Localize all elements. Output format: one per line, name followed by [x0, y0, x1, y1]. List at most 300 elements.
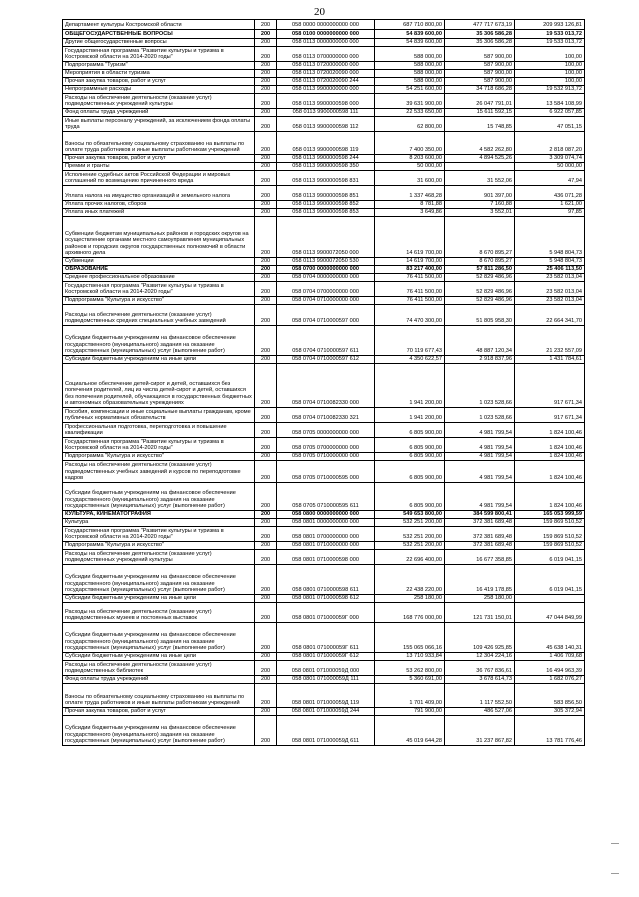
approved-amount: 6 805 900,00: [375, 483, 445, 511]
table-row: [63, 297, 585, 305]
budget-code: 058 0113 9900000598 852: [277, 201, 375, 209]
budget-code: 058 0704 0700000000 000: [277, 282, 375, 297]
approved-amount: 791 900,00: [375, 708, 445, 716]
approved-amount: 83 217 400,00: [375, 266, 445, 274]
executed-amount: 587 900,00: [445, 62, 515, 70]
row-label: Мероприятия в области туризма: [63, 70, 255, 78]
row-label: ОБЩЕГОСУДАРСТВЕННЫЕ ВОПРОСЫ: [63, 30, 255, 39]
executed-amount: 35 306 586,28: [445, 30, 515, 39]
budget-code: 058 0801 0000000000 000: [277, 519, 375, 527]
executed-amount: 31 237 867,82: [445, 716, 515, 746]
budget-code: 058 0704 0710000597 611: [277, 326, 375, 356]
table-row: [63, 716, 585, 746]
unexecuted-amount: 209 993 126,81: [515, 20, 585, 30]
executed-amount: 587 900,00: [445, 70, 515, 78]
executed-amount: 587 900,00: [445, 47, 515, 62]
table-row: [63, 461, 585, 483]
table-row: [63, 171, 585, 186]
row-label: Расходы на обеспечение деятельности (оказание услуг) подведомственных учреждений культуры: [63, 550, 255, 565]
executed-amount: 31 552,06: [445, 171, 515, 186]
executed-amount: 477 717 673,19: [445, 20, 515, 30]
table-row: [63, 94, 585, 109]
budget-execution-table-sheet: [62, 19, 584, 746]
table-row: [63, 483, 585, 511]
admin-code: 200: [255, 653, 277, 661]
table-row: [63, 70, 585, 78]
table-row: [63, 653, 585, 661]
table-row: [63, 623, 585, 653]
approved-amount: 22 696 400,00: [375, 550, 445, 565]
row-label: Субвенции: [63, 258, 255, 266]
approved-amount: 45 019 644,28: [375, 716, 445, 746]
unexecuted-amount: 5 948 804,73: [515, 217, 585, 258]
admin-code: 200: [255, 62, 277, 70]
budget-code: 058 0801 071000059Д 111: [277, 676, 375, 684]
executed-amount: 26 047 791,01: [445, 94, 515, 109]
approved-amount: 22 533 650,00: [375, 109, 445, 117]
approved-amount: 532 251 200,00: [375, 542, 445, 550]
unexecuted-amount: 1 824 100,46: [515, 483, 585, 511]
unexecuted-amount: 917 671,34: [515, 364, 585, 408]
budget-code: 058 0705 0710000595 000: [277, 461, 375, 483]
unexecuted-amount: 1 824 100,46: [515, 423, 585, 438]
row-label: Иные выплаты персоналу учреждений, за исключением фонда оплаты труда: [63, 117, 255, 132]
executed-amount: 15 611 592,15: [445, 109, 515, 117]
unexecuted-amount: 50 000,00: [515, 163, 585, 171]
unexecuted-amount: 3 309 074,74: [515, 155, 585, 163]
pen-mark: [611, 843, 619, 844]
row-label: Расходы на обеспечение деятельности (оказание услуг) подведомственных библиотек: [63, 661, 255, 676]
table-row: [63, 39, 585, 47]
table-row: [63, 684, 585, 708]
admin-code: 200: [255, 209, 277, 217]
unexecuted-amount: 583 856,50: [515, 684, 585, 708]
row-label: Департамент культуры Костромской области: [63, 20, 255, 30]
executed-amount: 4 894 525,26: [445, 155, 515, 163]
budget-code: 058 0801 071000059Д 244: [277, 708, 375, 716]
executed-amount: 15 748,85: [445, 117, 515, 132]
row-label: Подпрограмма "Культура и искусство": [63, 297, 255, 305]
admin-code: 200: [255, 163, 277, 171]
admin-code: 200: [255, 661, 277, 676]
admin-code: 200: [255, 297, 277, 305]
admin-code: 200: [255, 565, 277, 595]
unexecuted-amount: 6 019 041,15: [515, 565, 585, 595]
unexecuted-amount: 5 948 804,73: [515, 258, 585, 266]
executed-amount: 372 381 689,48: [445, 527, 515, 542]
unexecuted-amount: 159 869 510,52: [515, 527, 585, 542]
admin-code: 200: [255, 364, 277, 408]
row-label: КУЛЬТУРА, КИНЕМАТОГРАФИЯ: [63, 511, 255, 519]
admin-code: 200: [255, 519, 277, 527]
admin-code: 200: [255, 676, 277, 684]
admin-code: 200: [255, 408, 277, 423]
admin-code: 200: [255, 47, 277, 62]
approved-amount: 8 203 600,00: [375, 155, 445, 163]
approved-amount: 54 839 600,00: [375, 39, 445, 47]
unexecuted-amount: 1 621,00: [515, 201, 585, 209]
unexecuted-amount: 97,85: [515, 209, 585, 217]
table-row: [63, 453, 585, 461]
approved-amount: 1 701 409,00: [375, 684, 445, 708]
budget-code: 058 0704 0710000597 612: [277, 356, 375, 364]
admin-code: 200: [255, 684, 277, 708]
budget-code: 058 0113 0000000000 000: [277, 39, 375, 47]
table-row: [63, 209, 585, 217]
table-row: [63, 282, 585, 297]
executed-amount: 2 918 837,96: [445, 356, 515, 364]
admin-code: 200: [255, 109, 277, 117]
table-row: [63, 565, 585, 595]
approved-amount: 6 805 900,00: [375, 461, 445, 483]
approved-amount: 62 800,00: [375, 117, 445, 132]
unexecuted-amount: 165 053 999,59: [515, 511, 585, 519]
executed-amount: 258 180,00: [445, 595, 515, 603]
unexecuted-amount: 917 671,34: [515, 408, 585, 423]
row-label: Взносы по обязательному социальному страхованию на выплаты по оплате труда работников и иные выплаты работникам учреждений: [63, 132, 255, 155]
table-row: [63, 117, 585, 132]
table-row: [63, 62, 585, 70]
table-row: [63, 326, 585, 356]
table-row: [63, 20, 585, 30]
executed-amount: 16 677 358,85: [445, 550, 515, 565]
budget-execution-table: [62, 19, 585, 746]
approved-amount: 588 000,00: [375, 78, 445, 86]
table-row: [63, 542, 585, 550]
table-row: [63, 217, 585, 258]
admin-code: 200: [255, 258, 277, 266]
unexecuted-amount: 23 582 013,04: [515, 297, 585, 305]
row-label: Расходы на обеспечение деятельности (оказание услуг) подведомственных учебных заведений и курсов по переподготовке кадров: [63, 461, 255, 483]
admin-code: 200: [255, 716, 277, 746]
row-label: Исполнение судебных актов Российской Федерации и мировых соглашений по возмещению причиненного вреда: [63, 171, 255, 186]
admin-code: 200: [255, 186, 277, 201]
unexecuted-amount: 47,94: [515, 171, 585, 186]
executed-amount: 372 381 689,48: [445, 519, 515, 527]
table-row: [63, 274, 585, 282]
budget-code: 058 0704 0710082330 000: [277, 364, 375, 408]
row-label: Субсидии бюджетным учреждениям на финансовое обеспечение государственного (муниципального) задания на оказание государственных (муниципальных) услуг (выполнение работ): [63, 483, 255, 511]
unexecuted-amount: 1 406 709,68: [515, 653, 585, 661]
row-label: Государственная программа "Развитие культуры и туризма в Костромской области на 2014-2020 годы": [63, 527, 255, 542]
admin-code: 200: [255, 201, 277, 209]
admin-code: 200: [255, 117, 277, 132]
budget-code: 058 0801 0710000598 612: [277, 595, 375, 603]
row-label: Субсидии бюджетным учреждениям на иные цели: [63, 356, 255, 364]
admin-code: 200: [255, 94, 277, 109]
executed-amount: 109 426 925,85: [445, 623, 515, 653]
admin-code: 200: [255, 155, 277, 163]
budget-code: 058 0801 071000059Д 000: [277, 661, 375, 676]
table-row: [63, 30, 585, 39]
row-label: Фонд оплаты труда учреждений: [63, 676, 255, 684]
executed-amount: 901 397,00: [445, 186, 515, 201]
executed-amount: [445, 163, 515, 171]
table-row: [63, 595, 585, 603]
row-label: Культура: [63, 519, 255, 527]
row-label: Субсидии бюджетным учреждениям на финансовое обеспечение государственного (муниципального) задания на оказание государственных (муниципальных) услуг (выполнение работ): [63, 565, 255, 595]
budget-code: 058 0113 0720000000 000: [277, 62, 375, 70]
approved-amount: 687 710 800,00: [375, 20, 445, 30]
unexecuted-amount: 23 582 013,04: [515, 274, 585, 282]
executed-amount: 384 599 800,41: [445, 511, 515, 519]
approved-amount: 70 119 677,43: [375, 326, 445, 356]
unexecuted-amount: 436 071,28: [515, 186, 585, 201]
executed-amount: 52 829 486,96: [445, 274, 515, 282]
approved-amount: 6 805 900,00: [375, 423, 445, 438]
executed-amount: 4 582 262,80: [445, 132, 515, 155]
executed-amount: 4 981 799,54: [445, 461, 515, 483]
approved-amount: 14 619 700,00: [375, 217, 445, 258]
budget-code: 058 0113 9900000598 831: [277, 171, 375, 186]
executed-amount: 1 023 528,66: [445, 408, 515, 423]
executed-amount: 48 887 120,34: [445, 326, 515, 356]
budget-code: 058 0801 071000059Г 612: [277, 653, 375, 661]
table-row: [63, 258, 585, 266]
executed-amount: 486 527,06: [445, 708, 515, 716]
unexecuted-amount: 100,00: [515, 70, 585, 78]
approved-amount: 588 000,00: [375, 47, 445, 62]
admin-code: 200: [255, 274, 277, 282]
unexecuted-amount: 47 044 849,99: [515, 603, 585, 623]
unexecuted-amount: 25 406 113,50: [515, 266, 585, 274]
table-row: [63, 109, 585, 117]
executed-amount: 52 829 486,96: [445, 282, 515, 297]
approved-amount: 588 000,00: [375, 70, 445, 78]
row-label: Уплата иных платежей: [63, 209, 255, 217]
unexecuted-amount: 45 638 140,31: [515, 623, 585, 653]
executed-amount: 3 552,01: [445, 209, 515, 217]
budget-code: 058 0705 0700000000 000: [277, 438, 375, 453]
unexecuted-amount: 1 824 100,46: [515, 438, 585, 453]
admin-code: 200: [255, 132, 277, 155]
row-label: Среднее профессиональное образование: [63, 274, 255, 282]
approved-amount: 1 941 200,00: [375, 408, 445, 423]
approved-amount: 6 805 900,00: [375, 438, 445, 453]
admin-code: 200: [255, 171, 277, 186]
executed-amount: 8 670 895,27: [445, 258, 515, 266]
admin-code: 200: [255, 550, 277, 565]
row-label: Прочая закупка товаров, работ и услуг: [63, 708, 255, 716]
executed-amount: 34 718 686,28: [445, 86, 515, 94]
approved-amount: 588 000,00: [375, 62, 445, 70]
admin-code: 200: [255, 39, 277, 47]
approved-amount: 4 350 622,57: [375, 356, 445, 364]
budget-code: 058 0113 9900000598 000: [277, 94, 375, 109]
approved-amount: 22 438 220,00: [375, 565, 445, 595]
row-label: Пособия, компенсации и иные социальные выплаты гражданам, кроме публичных нормативных обязательств: [63, 408, 255, 423]
admin-code: 200: [255, 78, 277, 86]
approved-amount: 532 251 200,00: [375, 519, 445, 527]
budget-code: 058 0100 0000000000 000: [277, 30, 375, 39]
unexecuted-amount: 6 019 041,15: [515, 550, 585, 565]
unexecuted-amount: 1 824 100,46: [515, 461, 585, 483]
executed-amount: 121 731 150,01: [445, 603, 515, 623]
row-label: Уплата налога на имущество организаций и земельного налога: [63, 186, 255, 201]
budget-code: 058 0113 9900000598 244: [277, 155, 375, 163]
budget-code: 058 0705 0000000000 000: [277, 423, 375, 438]
table-row: [63, 661, 585, 676]
budget-code: 058 0113 9900000598 350: [277, 163, 375, 171]
admin-code: 200: [255, 70, 277, 78]
table-row: [63, 527, 585, 542]
approved-amount: 549 653 800,00: [375, 511, 445, 519]
unexecuted-amount: 47 051,15: [515, 117, 585, 132]
budget-code: 058 0000 0000000000 000: [277, 20, 375, 30]
admin-code: 200: [255, 326, 277, 356]
unexecuted-amount: 1 682 076,27: [515, 676, 585, 684]
approved-amount: 54 251 600,00: [375, 86, 445, 94]
table-row: [63, 438, 585, 453]
executed-amount: 8 670 895,27: [445, 217, 515, 258]
approved-amount: 168 776 000,00: [375, 603, 445, 623]
table-row: [63, 364, 585, 408]
row-label: Расходы на обеспечение деятельности (оказание услуг) подведомственных средних специальных учебных заведений: [63, 305, 255, 326]
table-row: [63, 550, 585, 565]
budget-code: 058 0113 0720020090 244: [277, 78, 375, 86]
row-label: Субвенции бюджетам муниципальных районов и городских округов на осуществление органами местного самоуправления муниципальных районов и городских округов государственных полномочий в области архивного дела: [63, 217, 255, 258]
executed-amount: 7 160,88: [445, 201, 515, 209]
admin-code: 200: [255, 708, 277, 716]
budget-code: 058 0113 9900000598 851: [277, 186, 375, 201]
approved-amount: 74 470 300,00: [375, 305, 445, 326]
budget-code: 058 0801 0710000598 000: [277, 550, 375, 565]
executed-amount: 372 381 689,48: [445, 542, 515, 550]
admin-code: 200: [255, 453, 277, 461]
admin-code: 200: [255, 86, 277, 94]
executed-amount: 4 981 799,54: [445, 483, 515, 511]
row-label: Расходы на обеспечение деятельности (оказание услуг) подведомственных учреждений культуры: [63, 94, 255, 109]
row-label: Государственная программа "Развитие культуры и туризма в Костромской области на 2014-2020 годы": [63, 47, 255, 62]
row-label: Субсидии бюджетным учреждениям на финансовое обеспечение государственного (муниципального) задания на оказание государственных (муниципальных) услуг (выполнение работ): [63, 326, 255, 356]
table-row: [63, 47, 585, 62]
unexecuted-amount: 13 781 776,46: [515, 716, 585, 746]
table-row: [63, 186, 585, 201]
executed-amount: 52 829 486,96: [445, 297, 515, 305]
executed-amount: 51 805 958,30: [445, 305, 515, 326]
admin-code: 200: [255, 483, 277, 511]
table-row: [63, 132, 585, 155]
budget-code: 058 0700 0000000000 000: [277, 266, 375, 274]
budget-code: 058 0705 0710000595 611: [277, 483, 375, 511]
table-row: [63, 519, 585, 527]
row-label: Субсидии бюджетным учреждениям на иные цели: [63, 653, 255, 661]
unexecuted-amount: 305 372,94: [515, 708, 585, 716]
approved-amount: 13 710 933,84: [375, 653, 445, 661]
admin-code: 200: [255, 527, 277, 542]
budget-code: 058 0113 9900000598 853: [277, 209, 375, 217]
row-label: ОБРАЗОВАНИЕ: [63, 266, 255, 274]
approved-amount: 3 649,86: [375, 209, 445, 217]
executed-amount: 587 900,00: [445, 78, 515, 86]
admin-code: 200: [255, 603, 277, 623]
admin-code: 200: [255, 266, 277, 274]
table-row: [63, 708, 585, 716]
table-row: [63, 603, 585, 623]
approved-amount: 76 411 500,00: [375, 297, 445, 305]
approved-amount: 5 360 691,00: [375, 676, 445, 684]
table-row: [63, 511, 585, 519]
page-number: 20: [314, 6, 325, 18]
budget-code: 058 0801 0710000000 000: [277, 542, 375, 550]
approved-amount: 8 781,88: [375, 201, 445, 209]
row-label: Непрограммные расходы: [63, 86, 255, 94]
unexecuted-amount: 100,00: [515, 47, 585, 62]
executed-amount: 35 306 586,28: [445, 39, 515, 47]
budget-code: 058 0801 071000059Д 611: [277, 716, 375, 746]
row-label: Социальное обеспечение детей-сирот и детей, оставшихся без попечения родителей, лиц из числа детей-сирот и детей, оставшихся без попечения родителей, обучающихся в государственных бюджетных и автономных образовательных учреждениях: [63, 364, 255, 408]
table-row: [63, 356, 585, 364]
unexecuted-amount: 22 664 341,70: [515, 305, 585, 326]
row-label: Премии и гранты: [63, 163, 255, 171]
table-row: [63, 155, 585, 163]
budget-code: 058 0113 0720020090 000: [277, 70, 375, 78]
row-label: Фонд оплаты труда учреждений: [63, 109, 255, 117]
executed-amount: 16 419 178,85: [445, 565, 515, 595]
row-label: Уплата прочих налогов, сборов: [63, 201, 255, 209]
approved-amount: 6 805 900,00: [375, 453, 445, 461]
approved-amount: 76 411 500,00: [375, 282, 445, 297]
approved-amount: 1 941 200,00: [375, 364, 445, 408]
budget-code: 058 0113 9900000598 119: [277, 132, 375, 155]
row-label: Профессиональная подготовка, переподготовка и повышение квалификации: [63, 423, 255, 438]
admin-code: 200: [255, 356, 277, 364]
row-label: Субсидии бюджетным учреждениям на финансовое обеспечение государственного (муниципального) задания на оказание государственных (муниципальных) услуг (выполнение работ): [63, 716, 255, 746]
admin-code: 200: [255, 217, 277, 258]
unexecuted-amount: 100,00: [515, 62, 585, 70]
row-label: Подпрограмма "Культура и искусство": [63, 453, 255, 461]
approved-amount: 39 631 900,00: [375, 94, 445, 109]
unexecuted-amount: 1 824 100,46: [515, 453, 585, 461]
unexecuted-amount: 6 922 057,85: [515, 109, 585, 117]
row-label: Взносы по обязательному социальному страхованию на выплаты по оплате труда работников и иные выплаты работникам учреждений: [63, 684, 255, 708]
table-row: [63, 305, 585, 326]
admin-code: 200: [255, 282, 277, 297]
budget-code: 058 0113 0700000000 000: [277, 47, 375, 62]
budget-code: 058 0113 9900072050 000: [277, 217, 375, 258]
pen-mark: [611, 873, 619, 874]
admin-code: 200: [255, 438, 277, 453]
executed-amount: 1 023 528,66: [445, 364, 515, 408]
unexecuted-amount: 23 582 013,04: [515, 282, 585, 297]
unexecuted-amount: 159 869 510,52: [515, 542, 585, 550]
row-label: Прочая закупка товаров, работ и услуг: [63, 78, 255, 86]
table-row: [63, 676, 585, 684]
budget-code: 058 0113 9900000000 000: [277, 86, 375, 94]
executed-amount: 4 981 799,54: [445, 453, 515, 461]
table-row: [63, 86, 585, 94]
unexecuted-amount: 19 532 913,72: [515, 86, 585, 94]
budget-code: 058 0113 9900072050 530: [277, 258, 375, 266]
executed-amount: 1 117 552,50: [445, 684, 515, 708]
budget-code: 058 0704 0710000597 000: [277, 305, 375, 326]
admin-code: 200: [255, 423, 277, 438]
approved-amount: 31 600,00: [375, 171, 445, 186]
admin-code: 200: [255, 542, 277, 550]
unexecuted-amount: 1 431 784,61: [515, 356, 585, 364]
row-label: Субсидии бюджетным учреждениям на иные цели: [63, 595, 255, 603]
approved-amount: 14 619 700,00: [375, 258, 445, 266]
table-row: [63, 78, 585, 86]
unexecuted-amount: 100,00: [515, 78, 585, 86]
admin-code: 200: [255, 595, 277, 603]
budget-code: 058 0704 0710082330 321: [277, 408, 375, 423]
executed-amount: 4 981 799,54: [445, 438, 515, 453]
table-row: [63, 163, 585, 171]
unexecuted-amount: 13 584 108,99: [515, 94, 585, 109]
table-row: [63, 423, 585, 438]
approved-amount: 155 065 066,16: [375, 623, 445, 653]
